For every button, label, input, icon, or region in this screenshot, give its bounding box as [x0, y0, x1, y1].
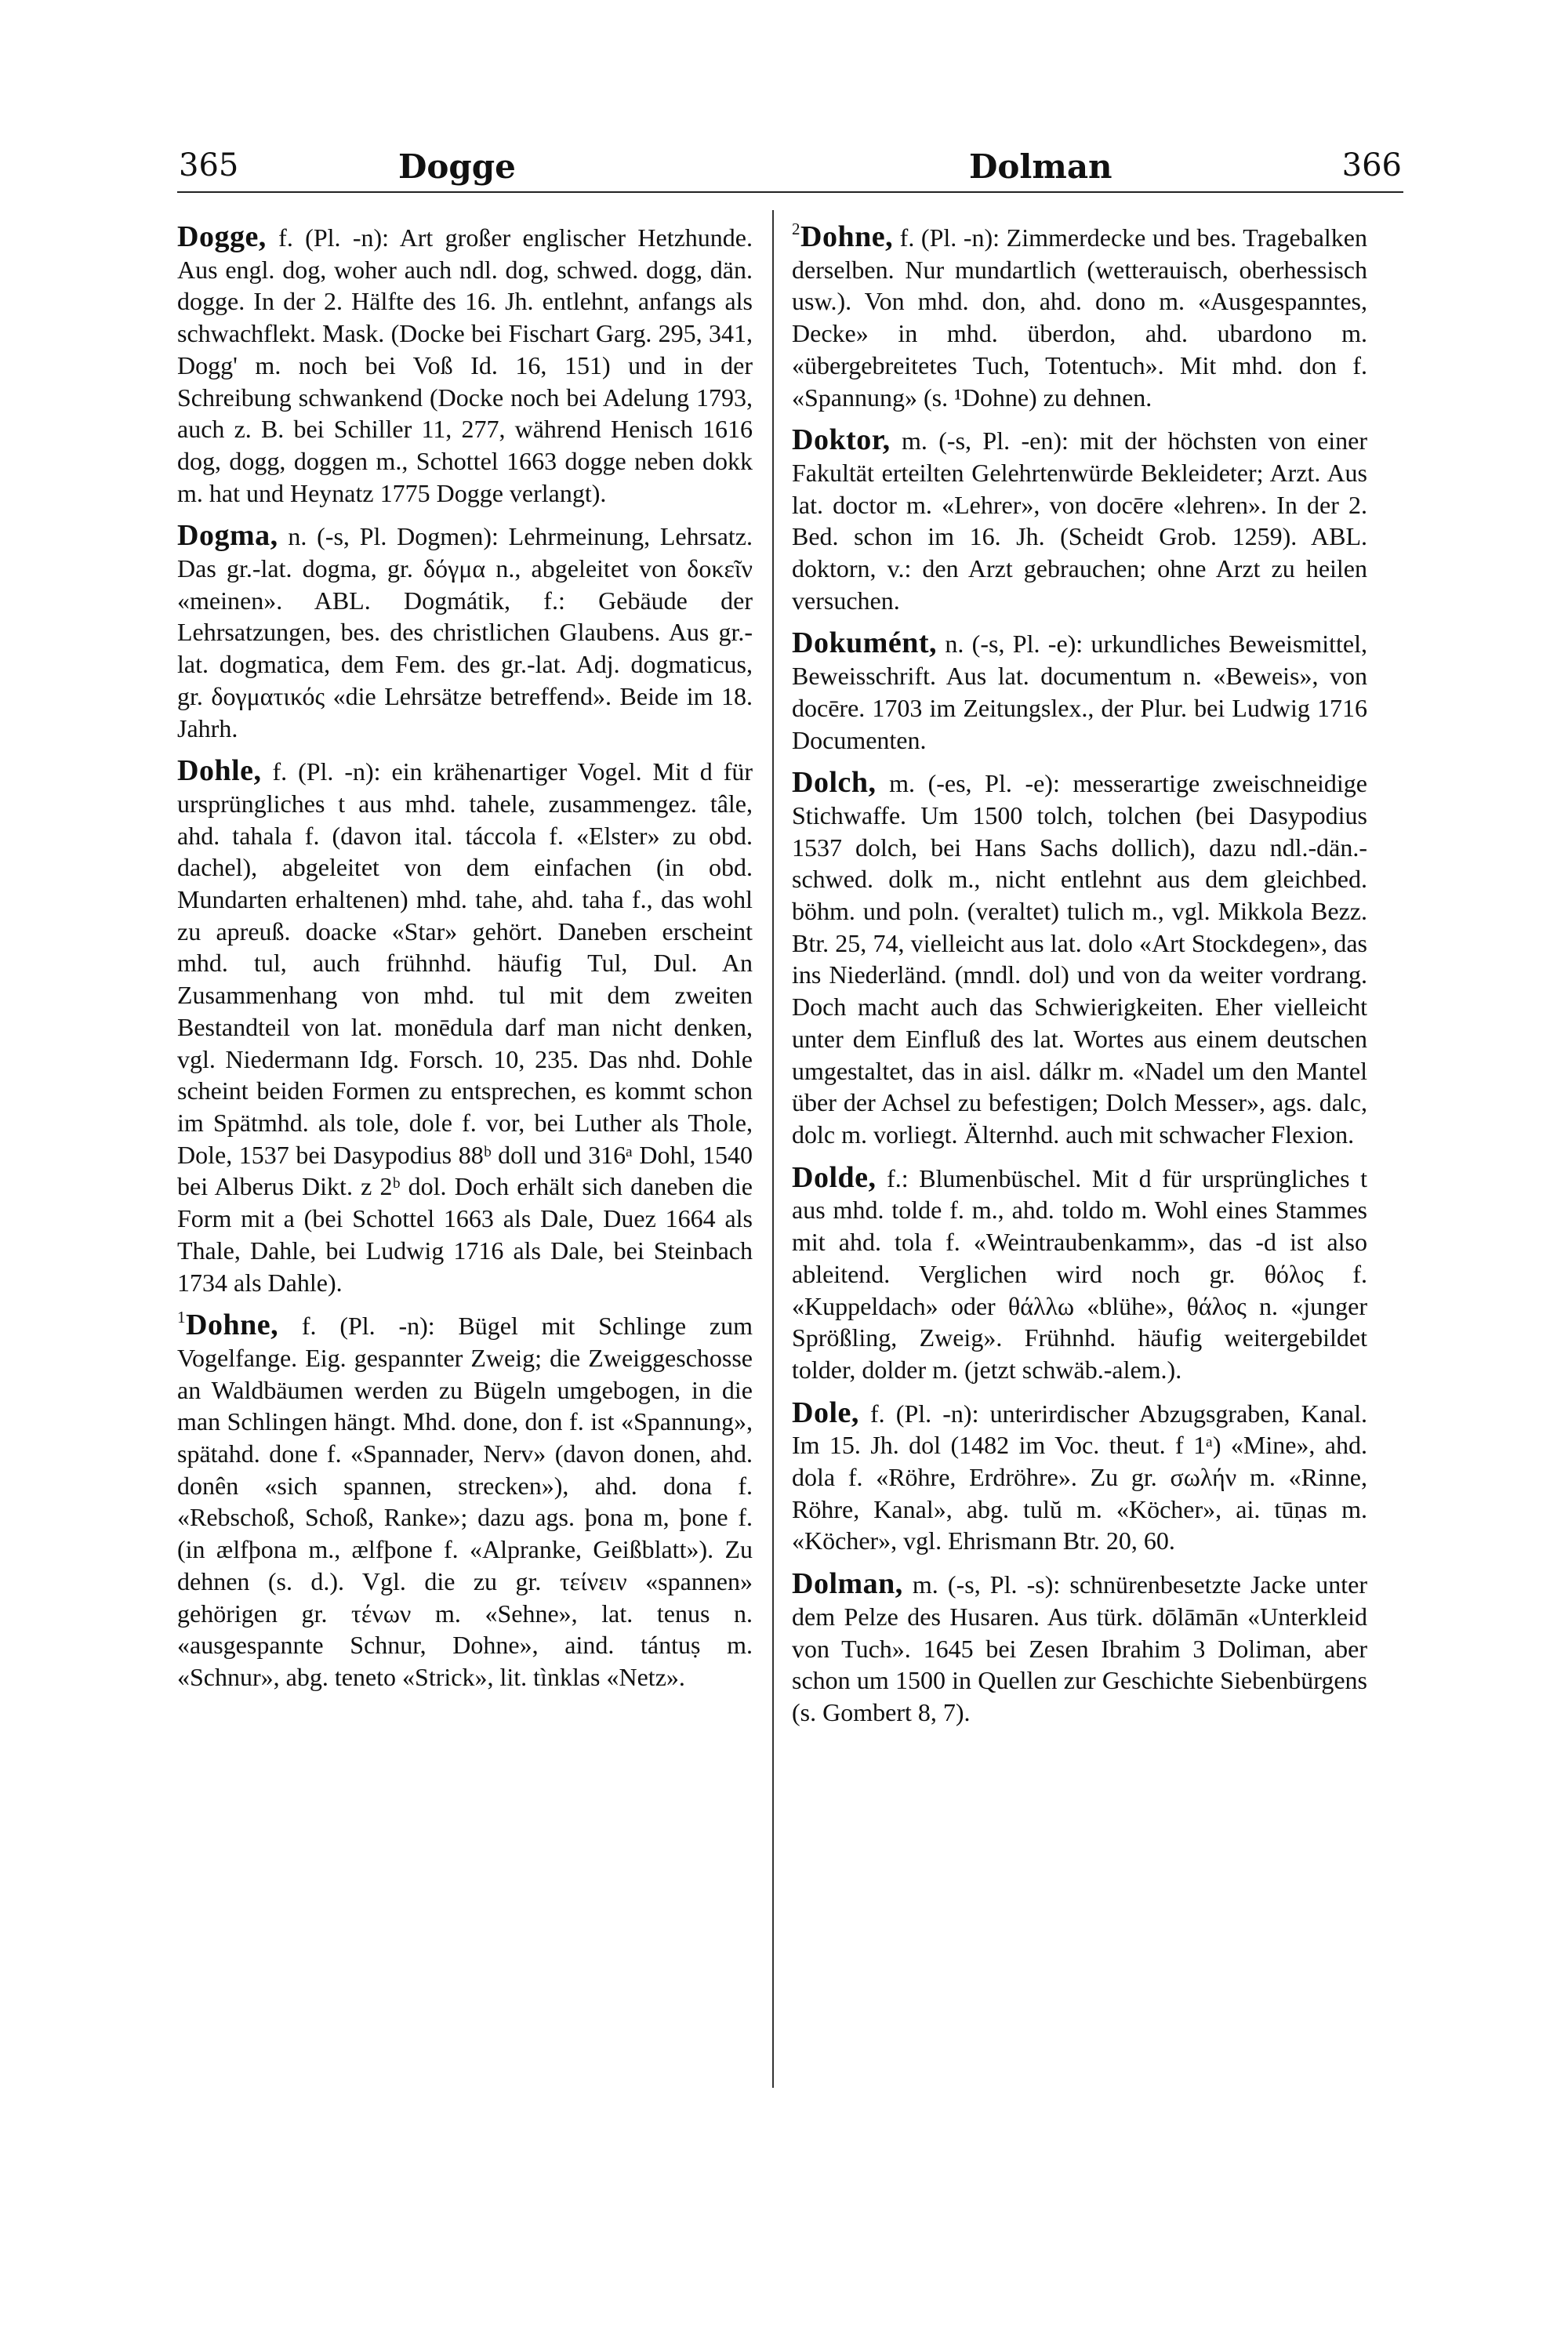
- right-column: [792, 213, 1367, 2095]
- entry-body: n. (-s, Pl. -e): urkundliches Beweismittel, Beweisschrift. Aus lat. documentum n. «Beweis», von docēre. 1703 im Zeitungslex., der Plur. bei Ludwig 1716 Documenten.: [792, 630, 1367, 754]
- dictionary-entry: [792, 213, 1367, 413]
- entry-headword: [177, 220, 267, 253]
- dictionary-entry: [792, 619, 1367, 756]
- dictionary-entry: [792, 416, 1367, 616]
- headword-text: Dogge,: [177, 220, 267, 253]
- entry-headword: [792, 626, 937, 659]
- entry-body: f. (Pl. -n): ein krähenartiger Vogel. Mit d für ursprüngliches t aus mhd. tahele, zusammengez. tâle, ahd. tahala f. (davon ital. táccola f. «Elster» zu obd. dachel), abgeleitet von dem einfachen (in obd. Mundarten erhaltenen) mhd. tahe, ahd. taha f., das wohl zu apreuß. doacke «Star» gehört. Daneben erscheint mhd. tul, auch frühnhd. häufig Tul, Dul. An Zusammenhang von mhd. tul mit dem zweiten Bestandteil von lat. monēdula darf man nicht denken, vgl. Niedermann Idg. Forsch. 10, 235. Das nhd. Dohle scheint beiden Formen zu entsprechen, es kommt schon im Spätmhd. als tole, dole f. vor, bei Luther als Thole, Dole, 1537 bei Dasypodius 88ᵇ doll und 316ᵃ Dohl, 1540 bei Alberus Dikt. z 2ᵇ dol. Doch erhält sich daneben die Form mit a (bei Schottel 1663 als Dale, Duez 1664 als Thale, Dahle, bei Ludwig 1716 als Dale, bei Steinbach 1734 als Dahle).: [177, 757, 753, 1297]
- headword-text: Doktor,: [792, 423, 891, 457]
- entry-body: f. (Pl. -n): Zimmerdecke und bes. Tragebalken derselben. Nur mundartlich (wetterauisch, oberhessisch usw.). Von mhd. don, ahd. dono m. «Ausgespanntes, Decke» in mhd. überdon, ahd. ubardono m. «übergebreitetes Tuch, Totentuch». Mit mhd. don f. «Spannung» (s. ¹Dohne) zu dehnen.: [792, 223, 1367, 412]
- entry-headword: [177, 754, 262, 787]
- dictionary-entry: [792, 1560, 1367, 1729]
- dictionary-entry: [177, 1301, 753, 1693]
- header-rule: [177, 191, 1403, 193]
- headword-text: Dohne,: [186, 1308, 279, 1342]
- entry-headword: [792, 220, 893, 253]
- entry-body: m. (-es, Pl. -e): messerartige zweischneidige Stichwaffe. Um 1500 tolch, tolchen (bei Dasypodius 1537 dolch, bei Hans Sachs dollich), dazu ndl.-dän.-schwed. dolk m., nicht entlehnt aus dem gleichbed. böhm. und poln. (veraltet) tulich m., vgl. Mikkola Bezz. Btr. 25, 74, vielleicht aus lat. dolo «Art Stockdegen», das ins Niederländ. (mndl. dol) und von da weiter vordrang. Doch macht auch das Schwierigkeiten. Eher vielleicht unter dem Einfluß des lat. Wortes aus einem deutschen umgestaltet, das in aisl. dálkr m. «Nadel um den Mantel über der Achsel zu befestigen; Dolch Messer», ags. dalc, dolc m. vorliegt. Älternhd. auch mit schwacher Flexion.: [792, 769, 1367, 1149]
- headword-text: Dolch,: [792, 766, 877, 800]
- entry-headword: [792, 1567, 903, 1600]
- right-page-number: 366: [1341, 147, 1402, 183]
- headword-text: Dokumént,: [792, 626, 938, 660]
- entry-body: f.: Blumenbüschel. Mit d für ursprüngliches t aus mhd. tolde f. m., ahd. toldo m. Wohl eines Stammes mit ahd. tola f. «Weintraubenkamm», das -d ist also ableitend. Verglichen wird noch gr. θόλος f. «Kuppeldach» oder θάλλω «blühe», θάλος n. «junger Sprößling, Zweig». Frühnhd. häufig weitergebildet tolder, dolder m. (jetzt schwäb.-alem.).: [792, 1163, 1367, 1384]
- entry-headword: [177, 1308, 278, 1341]
- entry-body: f. (Pl. -n): unterirdischer Abzugsgraben, Kanal. Im 15. Jh. dol (1482 im Voc. theut. f 1ᵃ) «Mine», ahd. dola f. «Röhre, Erdröhre». Zu gr. σωλήν m. «Rinne, Röhre, Kanal», abg. tulŭ m. «Köcher», ai. tūṇas m. «Köcher», vgl. Ehrismann Btr. 20, 60.: [792, 1399, 1367, 1555]
- entry-body: m. (-s, Pl. -en): mit der höchsten von einer Fakultät erteilten Gelehrtenwürde Bekleideter; Arzt. Aus lat. doctor m. «Lehrer», von docēre «lehren». In der 2. Bed. schon im 16. Jh. (Scheidt Grob. 1259). ABL. doktorn, v.: den Arzt gebrauchen; ohne Arzt zu heilen versuchen.: [792, 426, 1367, 615]
- homograph-number: 2: [792, 220, 800, 238]
- left-column: [177, 213, 753, 2095]
- dictionary-entry: [792, 759, 1367, 1150]
- running-header: [179, 147, 1402, 194]
- headword-text: Dogma,: [177, 519, 278, 553]
- entry-body: f. (Pl. -n): Bügel mit Schlinge zum Vogelfange. Eig. gespannter Zweig; die Zweiggeschosse an Waldbäumen werden zu Bügeln umgebogen, in die man Schlingen hängt. Mhd. done, don f. ist «Spannung», spätahd. done f. «Spannader, Nerv» (davon donen, ahd. donên «sich spannen, strecken»), ahd. dona f. «Rebschoß, Schoß, Ranke»; dazu ags. þona m, þone f. (in ælfþona m., ælfþone f. «Alpranke, Geißblatt»). Zu dehnen (s. d.). Vgl. die zu gr. τείνειν «spannen» gehörigen gr. τένων m. «Sehne», lat. tenus n. «ausgespannte Schnur, Dohne», aind. tántuṣ m. «Schnur», abg. teneto «Strick», lit. tìnklas «Netz».: [177, 1312, 753, 1691]
- entry-headword: [792, 1396, 859, 1429]
- entry-headword: [792, 423, 891, 456]
- left-page-number: 365: [179, 147, 239, 183]
- column-divider: [772, 210, 774, 2088]
- entry-headword: [792, 766, 877, 799]
- entry-body: f. (Pl. -n): Art großer englischer Hetzhunde. Aus engl. dog, woher auch ndl. dog, schwed. dogg, dän. dogge. In der 2. Hälfte des 16. Jh. entlehnt, anfangs als schwachflekt. Mask. (Docke bei Fischart Garg. 295, 341, Dogg' m. noch bei Voß Id. 16, 151) und in der Schreibung schwankend (Docke noch bei Adelung 1793, auch z. B. bei Schiller 11, 277, während Henisch 1616 dog, dogg, doggen m., Schottel 1663 dogge neben dokk m. hat und Heynatz 1775 Dogge verlangt).: [177, 223, 753, 507]
- dictionary-entry: [792, 1154, 1367, 1386]
- entry-headword: [177, 519, 278, 552]
- entry-body: m. (-s, Pl. -s): schnürenbesetzte Jacke unter dem Pelze des Husaren. Aus türk. dōlāmān «Unterkleid von Tuch». 1645 bei Zesen Ibrahim 3 Doliman, aber schon um 1500 in Quellen zur Geschichte Siebenbürgens (s. Gombert 8, 7).: [792, 1570, 1367, 1726]
- left-running-head: Dogge: [398, 147, 516, 186]
- headword-text: Dolman,: [792, 1567, 903, 1601]
- homograph-number: 1: [177, 1308, 186, 1327]
- dictionary-entry: [177, 747, 753, 1298]
- headword-text: Dohle,: [177, 754, 262, 788]
- headword-text: Dohne,: [800, 220, 894, 253]
- dictionary-entry: [177, 213, 753, 509]
- dictionary-entry: [177, 512, 753, 744]
- entry-headword: [792, 1161, 877, 1194]
- right-running-head: Dolman: [969, 147, 1112, 186]
- headword-text: Dole,: [792, 1396, 859, 1429]
- dictionary-entry: [792, 1389, 1367, 1558]
- entry-body: n. (-s, Pl. Dogmen): Lehrmeinung, Lehrsatz. Das gr.-lat. dogma, gr. δόγμα n., abgeleitet von δοκεῖν «meinen». ABL. Dogmátik, f.: Gebäude der Lehrsatzungen, bes. des christlichen Glaubens. Aus gr.-lat. dogmatica, dem Fem. des gr.-lat. Adj. dogmaticus, gr. δογματικός «die Lehrsätze betreffend». Beide im 18. Jahrh.: [177, 522, 753, 742]
- headword-text: Dolde,: [792, 1160, 877, 1194]
